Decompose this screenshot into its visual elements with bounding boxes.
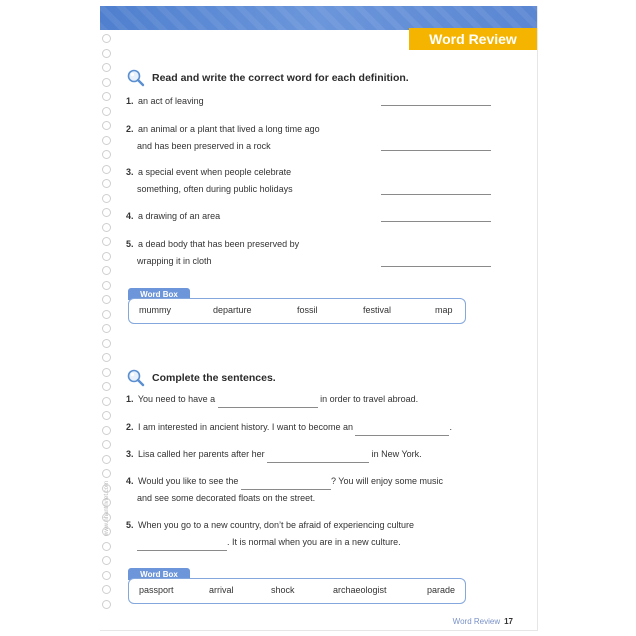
answer-line-2[interactable] xyxy=(381,150,491,151)
word-box-label-2: Word Box xyxy=(128,568,190,580)
binder-hole xyxy=(102,426,111,435)
sentence-1: 1. You need to have a in order to travel abroad. xyxy=(126,391,418,408)
word-box-word: mummy xyxy=(139,305,171,315)
binder-hole xyxy=(102,121,111,130)
blank[interactable] xyxy=(355,424,449,436)
binder-hole xyxy=(102,266,111,275)
word-box-label-1: Word Box xyxy=(128,288,190,300)
binder-hole xyxy=(102,92,111,101)
answer-line-4[interactable] xyxy=(381,221,491,222)
word-box-word: parade xyxy=(427,585,456,595)
binder-hole xyxy=(102,542,111,551)
answer-line-1[interactable] xyxy=(381,105,491,106)
word-box-word: archaeologist xyxy=(333,585,387,595)
magnifier-icon xyxy=(126,368,146,388)
word-box-word: shock xyxy=(271,585,295,595)
top-banner xyxy=(100,6,537,30)
binder-hole xyxy=(102,34,111,43)
section1-heading: Read and write the correct word for each definition. xyxy=(126,68,409,88)
blank[interactable] xyxy=(137,539,227,551)
word-box-word: map xyxy=(435,305,453,315)
sentence-4: 4. Would you like to see the ? You will enjoy some music and see some decorated floats on the street. xyxy=(126,476,443,503)
binder-hole xyxy=(102,571,111,580)
binder-hole xyxy=(102,368,111,377)
binder-hole xyxy=(102,136,111,145)
word-box-word: arrival xyxy=(209,585,234,595)
word-box-word: departure xyxy=(213,305,252,315)
binder-hole xyxy=(102,585,111,594)
binder-hole xyxy=(102,353,111,362)
sentence-3: 3. Lisa called her parents after her in New York. xyxy=(126,446,422,463)
binder-hole xyxy=(102,324,111,333)
binder-hole xyxy=(102,339,111,348)
definition-4: 4. a drawing of an area xyxy=(126,211,221,221)
section2-heading: Complete the sentences. xyxy=(126,368,276,388)
binder-hole xyxy=(102,237,111,246)
definition-2: 2. an animal or a plant that lived a long time ago and has been preserved in a rock xyxy=(126,124,320,151)
page-footer: Word Review 17 xyxy=(452,617,513,626)
answer-line-5[interactable] xyxy=(381,266,491,267)
binder-hole xyxy=(102,440,111,449)
binder-hole xyxy=(102,295,111,304)
binder-hole xyxy=(102,179,111,188)
binder-hole xyxy=(102,194,111,203)
word-box-1 xyxy=(128,298,466,324)
blank[interactable] xyxy=(218,396,318,408)
sentence-2: 2. I am interested in ancient history. I want to become an . xyxy=(126,419,452,436)
binder-hole xyxy=(102,600,111,609)
binder-hole xyxy=(102,382,111,391)
binder-hole xyxy=(102,397,111,406)
answer-line-3[interactable] xyxy=(381,194,491,195)
sentence-5: 5. When you go to a new country, don’t be afraid of experiencing culture . It is normal when you are in a new culture. xyxy=(126,517,414,551)
binder-hole xyxy=(102,150,111,159)
binder-hole xyxy=(102,556,111,565)
binder-hole xyxy=(102,252,111,261)
magnifier-icon xyxy=(126,68,146,88)
binder-hole xyxy=(102,107,111,116)
blank[interactable] xyxy=(267,451,369,463)
binder-hole xyxy=(102,49,111,58)
word-box-word: fossil xyxy=(297,305,318,315)
side-url: www.nhantriviet.com xyxy=(104,480,110,536)
worksheet-page xyxy=(100,6,538,631)
definition-5: 5. a dead body that has been preserved by wrapping it in cloth xyxy=(126,239,300,266)
binder-hole xyxy=(102,310,111,319)
binder-hole xyxy=(102,411,111,420)
header-title: Word Review xyxy=(409,28,537,50)
binder-hole xyxy=(102,63,111,72)
definition-3: 3. a special event when people celebrate something, often during public holidays xyxy=(126,167,293,194)
blank[interactable] xyxy=(241,478,331,490)
word-box-2 xyxy=(128,578,466,604)
binder-hole xyxy=(102,165,111,174)
binder-hole xyxy=(102,208,111,217)
binder-hole xyxy=(102,78,111,87)
binder-hole xyxy=(102,281,111,290)
definition-1: 1. an act of leaving xyxy=(126,96,204,106)
binder-hole xyxy=(102,223,111,232)
word-box-word: festival xyxy=(363,305,392,315)
word-box-word: passport xyxy=(139,585,174,595)
